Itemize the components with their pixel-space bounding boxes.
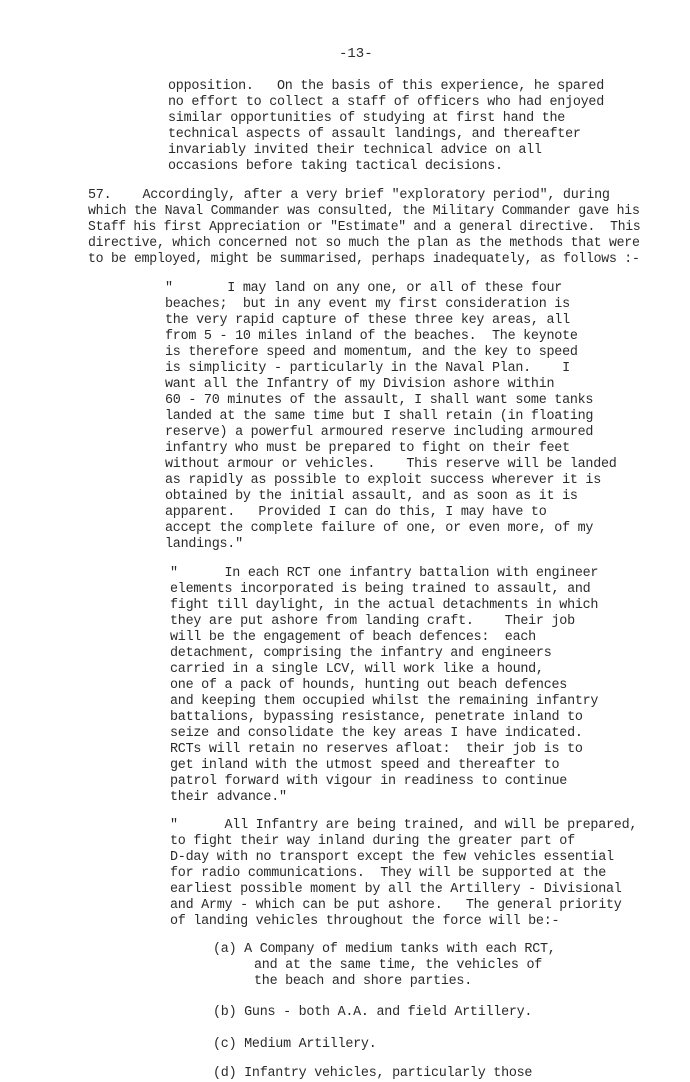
text-line: patrol forward with vigour in readiness to continue	[170, 774, 568, 789]
text-line: obtained by the initial assault, and as soon as it is	[165, 489, 578, 504]
text-line: " In each RCT one infantry battalion with engineer	[170, 566, 599, 581]
text-line: 57. Accordingly, after a very brief "exploratory period", during	[88, 188, 610, 203]
text-line: 60 - 70 minutes of the assault, I shall want some tanks	[165, 393, 594, 408]
text-line: seize and consolidate the key areas I have indicated.	[170, 726, 583, 741]
text-line: to be employed, might be summarised, perhaps inadequately, as follows :-	[88, 252, 640, 267]
text-line: carried in a single LCV, will work like a hound,	[170, 662, 544, 677]
text-line: technical aspects of assault landings, and thereafter	[168, 127, 581, 142]
text-line: invariably invited their technical advice on all	[168, 143, 542, 158]
page-number: -13-	[339, 46, 373, 62]
text-line: will be the engagement of beach defences: each	[170, 630, 536, 645]
text-line: beaches; but in any event my first consideration is	[165, 297, 570, 312]
text-line: of landing vehicles throughout the force will be:-	[170, 914, 560, 929]
text-line: without armour or vehicles. This reserve will be landed	[165, 457, 617, 472]
text-line: detachment, comprising the infantry and engineers	[170, 646, 552, 661]
text-line: as rapidly as possible to exploit success wherever it is	[165, 473, 601, 488]
text-line: get inland with the utmost speed and thereafter to	[170, 758, 560, 773]
text-line: directive, which concerned not so much the plan as the methods that were	[88, 236, 640, 251]
text-line: they are put ashore from landing craft. Their job	[170, 614, 575, 629]
text-line: apparent. Provided I can do this, I may have to	[165, 505, 547, 520]
text-line: their advance."	[170, 790, 287, 805]
text-line: to fight their way inland during the greater part of	[170, 834, 575, 849]
text-line: fight till daylight, in the actual detachments in which	[170, 598, 599, 613]
text-line: one of a pack of hounds, hunting out beach defences	[170, 678, 568, 693]
text-line: and Army - which can be put ashore. The general priority	[170, 898, 622, 913]
text-line: is therefore speed and momentum, and the key to speed	[165, 345, 578, 360]
list-item: (d) Infantry vehicles, particularly those	[213, 1066, 533, 1081]
text-line: RCTs will retain no reserves afloat: their job is to	[170, 742, 583, 757]
list-item-continuation: and at the same time, the vehicles of	[254, 958, 543, 973]
text-line: earliest possible moment by all the Artillery - Divisional	[170, 882, 622, 897]
text-line: reserve) a powerful armoured reserve including armoured	[165, 425, 594, 440]
list-item: (c) Medium Artillery.	[213, 1037, 377, 1052]
text-line: landed at the same time but I shall retain (in floating	[165, 409, 594, 424]
text-line: landings."	[165, 537, 243, 552]
text-line: opposition. On the basis of this experience, he spared	[168, 79, 604, 94]
text-line: elements incorporated is being trained to assault, and	[170, 582, 591, 597]
text-line: similar opportunities of studying at first hand the	[168, 111, 566, 126]
list-item: (b) Guns - both A.A. and field Artillery.	[213, 1005, 533, 1020]
text-line: D-day with no transport except the few vehicles essential	[170, 850, 614, 865]
text-line: for radio communications. They will be supported at the	[170, 866, 606, 881]
text-line: the very rapid capture of these three key areas, all	[165, 313, 570, 328]
text-line: want all the Infantry of my Division ashore within	[165, 377, 555, 392]
list-item: (a) A Company of medium tanks with each RCT,	[213, 942, 556, 957]
text-line: from 5 - 10 miles inland of the beaches. The keynote	[165, 329, 578, 344]
text-line: Staff his first Appreciation or "Estimate" and a general directive. This	[88, 220, 641, 235]
text-line: no effort to collect a staff of officers who had enjoyed	[168, 95, 604, 110]
text-line: and keeping them occupied whilst the remaining infantry	[170, 694, 599, 709]
text-line: accept the complete failure of one, or even more, of my	[165, 521, 594, 536]
text-line: occasions before taking tactical decisions.	[168, 159, 503, 174]
text-line: battalions, bypassing resistance, penetrate inland to	[170, 710, 583, 725]
text-line: " I may land on any one, or all of these four	[165, 281, 563, 296]
text-line: infantry who must be prepared to fight on their feet	[165, 441, 570, 456]
text-line: is simplicity - particularly in the Naval Plan. I	[165, 361, 570, 376]
text-line: which the Naval Commander was consulted, the Military Commander gave his	[88, 204, 640, 219]
list-item-continuation: the beach and shore parties.	[254, 974, 472, 989]
text-line: " All Infantry are being trained, and will be prepared,	[170, 818, 638, 833]
